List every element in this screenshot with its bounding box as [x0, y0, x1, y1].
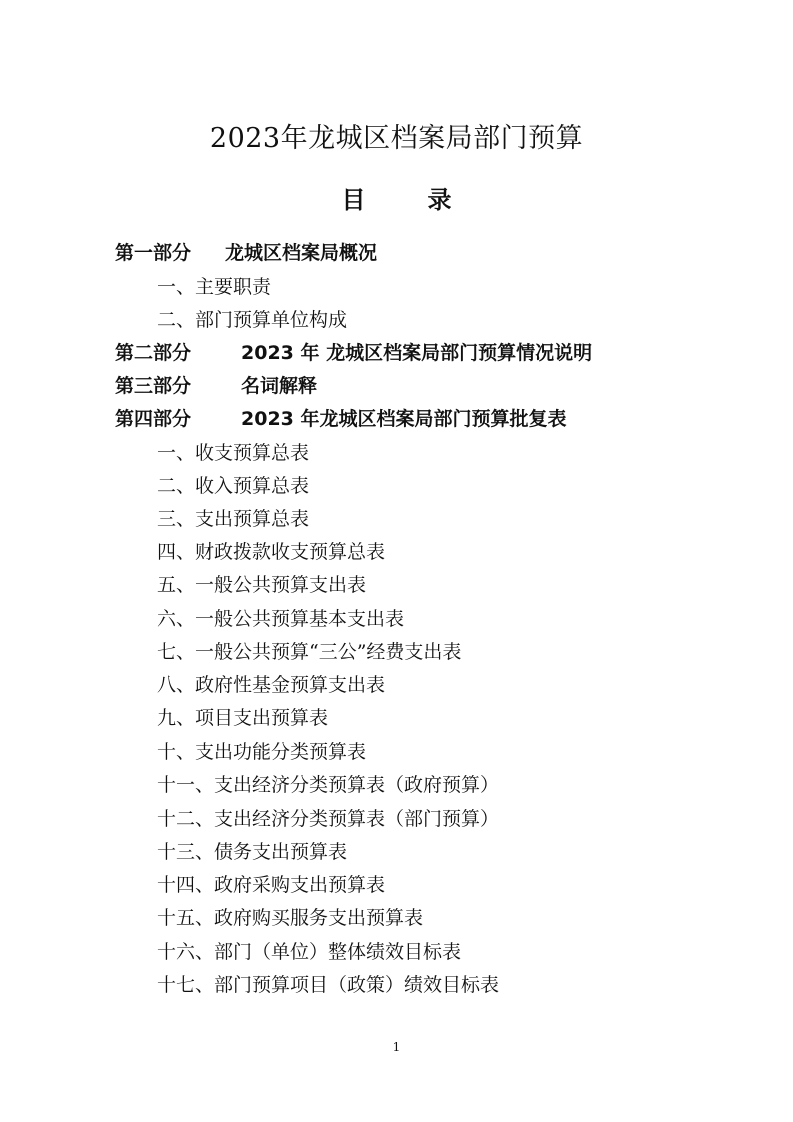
toc-item[interactable]: 十一、支出经济分类预算表（政府预算） [157, 774, 500, 796]
toc-item[interactable]: 一、主要职责 [157, 276, 272, 298]
part-number: 第二部分 [115, 342, 192, 364]
toc-item[interactable]: 六、一般公共预算基本支出表 [157, 608, 405, 630]
toc-item[interactable]: 九、项目支出预算表 [157, 707, 329, 729]
toc-item[interactable]: 八、政府性基金预算支出表 [157, 674, 386, 696]
part-title: 名词解释 [241, 375, 318, 397]
toc-heading-char-1: 目 [341, 186, 366, 214]
part-title: 2023 年 龙城区档案局部门预算情况说明 [241, 342, 593, 364]
toc-part-3[interactable] [115, 373, 317, 399]
part-number: 第四部分 [115, 408, 192, 430]
part-title: 龙城区档案局概况 [225, 242, 378, 264]
toc-part-2[interactable] [115, 340, 592, 366]
toc-item[interactable]: 十七、部门预算项目（政策）绩效目标表 [157, 974, 500, 996]
part-number: 第一部分 [115, 242, 192, 264]
toc-item[interactable]: 五、一般公共预算支出表 [157, 574, 367, 596]
toc-item[interactable]: 十五、政府购买服务支出预算表 [157, 907, 424, 929]
toc-heading-char-2: 录 [427, 186, 452, 214]
toc-item[interactable]: 三、支出预算总表 [157, 508, 310, 530]
part-number: 第三部分 [115, 375, 192, 397]
toc-item[interactable]: 四、财政拨款收支预算总表 [157, 541, 386, 563]
part-title: 2023 年龙城区档案局部门预算批复表 [241, 408, 567, 430]
toc-item[interactable]: 十二、支出经济分类预算表（部门预算） [157, 808, 500, 830]
toc-item[interactable]: 十三、债务支出预算表 [157, 841, 348, 863]
toc-item[interactable]: 二、部门预算单位构成 [157, 309, 348, 331]
toc-item[interactable]: 二、收入预算总表 [157, 475, 310, 497]
document-title: 2023年龙城区档案局部门预算 [209, 123, 584, 154]
page-number: 1 [392, 1040, 401, 1054]
toc-part-4[interactable] [115, 406, 567, 432]
toc-item[interactable]: 十四、政府采购支出预算表 [157, 874, 386, 896]
toc-heading [0, 180, 793, 215]
toc-item[interactable]: 十、支出功能分类预算表 [157, 741, 367, 763]
toc-item[interactable]: 一、收支预算总表 [157, 442, 310, 464]
toc-part-1[interactable] [115, 240, 377, 266]
toc-item[interactable]: 十六、部门（单位）整体绩效目标表 [157, 941, 462, 963]
toc-item[interactable]: 七、一般公共预算“三公”经费支出表 [157, 641, 462, 663]
